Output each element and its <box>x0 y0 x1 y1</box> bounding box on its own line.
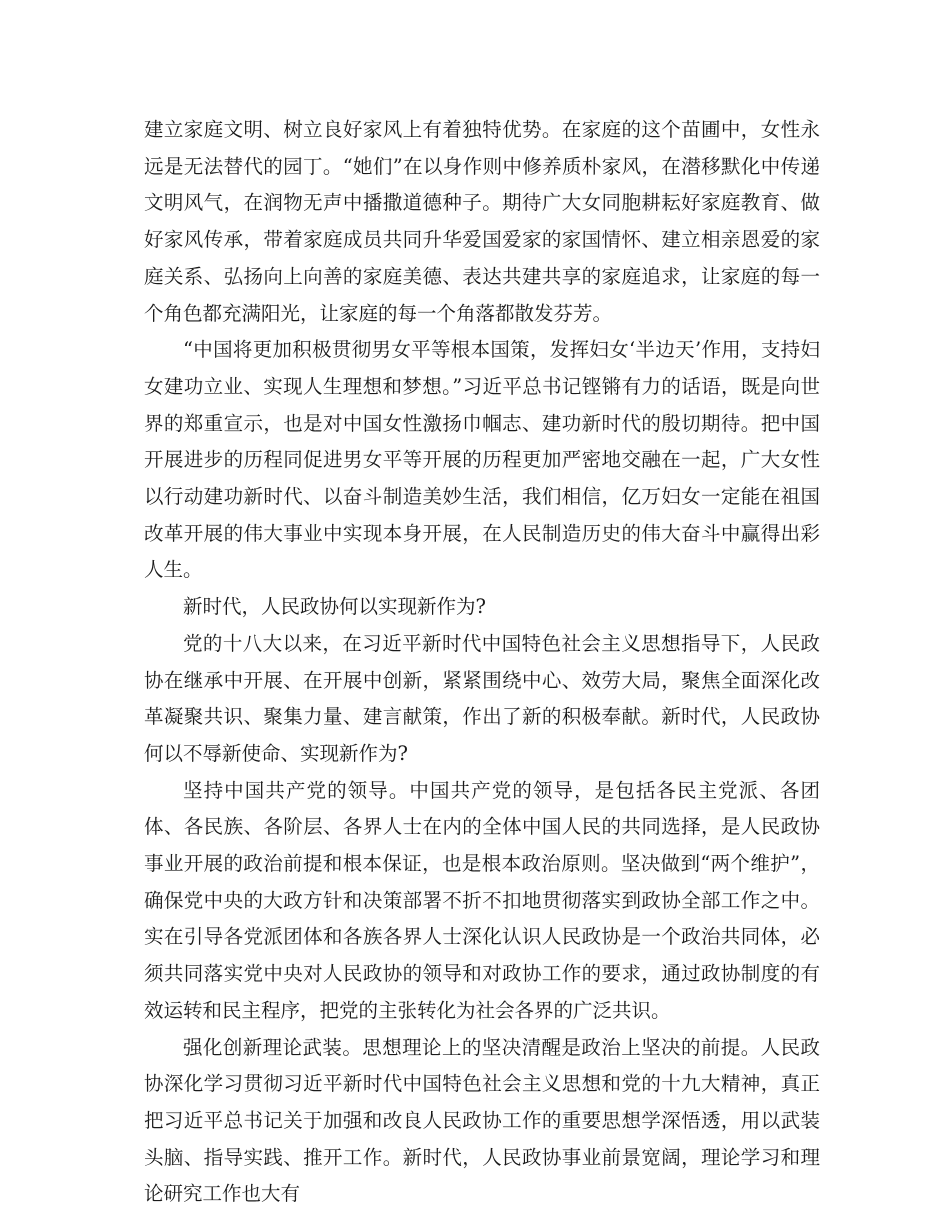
paragraph-5: 坚持中国共产党的领导。中国共产党的领导，是包括各民主党派、各团体、各民族、各阶层、各界人士在内的全体中国人民的共同选择，是人民政协事业开展的政治前提和根本保证，也是根本政治原则。坚决做到“两个维护”，确保党中央的大政方针和决策部署不折不扣地贯彻落实到政协全部工作之中。实在引导各党派团体和各族各界人士深化认识人民政协是一个政治共同体，必须共同落实党中央对人民政协的领导和对政协工作的要求，通过政协制度的有效运转和民主程序，把党的主张转化为社会各界的广泛共识。 <box>144 778 820 1022</box>
paragraph-6: 强化创新理论武装。思想理论上的坚决清醒是政治上坚决的前提。人民政协深化学习贯彻习近平新时代中国特色社会主义思想和党的十九大精神，真正把习近平总书记关于加强和改良人民政协工作的重要思想学深悟透，用以武装头脑、指导实践、推开工作。新时代，人民政协事业前景宽阔，理论学习和理论研究工作也大有 <box>144 1035 820 1206</box>
paragraph-2: “中国将更加积极贯彻男女平等根本国策，发挥妇女‘半边天’作用，支持妇女建功立业、实现人生理想和梦想。”习近平总书记铿锵有力的话语，既是向世界的郑重宣示，也是对中国女性激扬巾帼志、建功新时代的殷切期待。把中国开展进步的历程同促进男女平等开展的历程更加严密地交融在一起，广大女性以行动建功新时代、以奋斗制造美妙生活，我们相信，亿万妇女一定能在祖国改革开展的伟大事业中实现本身开展，在人民制造历史的伟大奋斗中赢得出彩人生。 <box>144 338 820 582</box>
document-page <box>144 112 820 1213</box>
paragraph-3: 新时代，人民政协何以实现新作为? <box>183 595 486 619</box>
paragraph-1: 建立家庭文明、树立良好家风上有着独特优势。在家庭的这个苗圃中，女性永远是无法替代的园丁。“她们”在以身作则中修养质朴家风，在潜移默化中传递文明风气，在润物无声中播撒道德种子。期待广大女同胞耕耘好家庭教育、做好家风传承，带着家庭成员共同升华爱国爱家的家国情怀、建立相亲恩爱的家庭关系、弘扬向上向善的家庭美德、表达共建共享的家庭追求，让家庭的每一个角色都充满阳光，让家庭的每一个角落都散发芬芳。 <box>144 118 820 325</box>
paragraph-4: 党的十八大以来，在习近平新时代中国特色社会主义思想指导下，人民政协在继承中开展、在开展中创新，紧紧围绕中心、效劳大局，聚焦全面深化改革凝聚共识、聚集力量、建言献策，作出了新的积极奉献。新时代，人民政协何以不辱新使命、实现新作为? <box>144 631 820 765</box>
